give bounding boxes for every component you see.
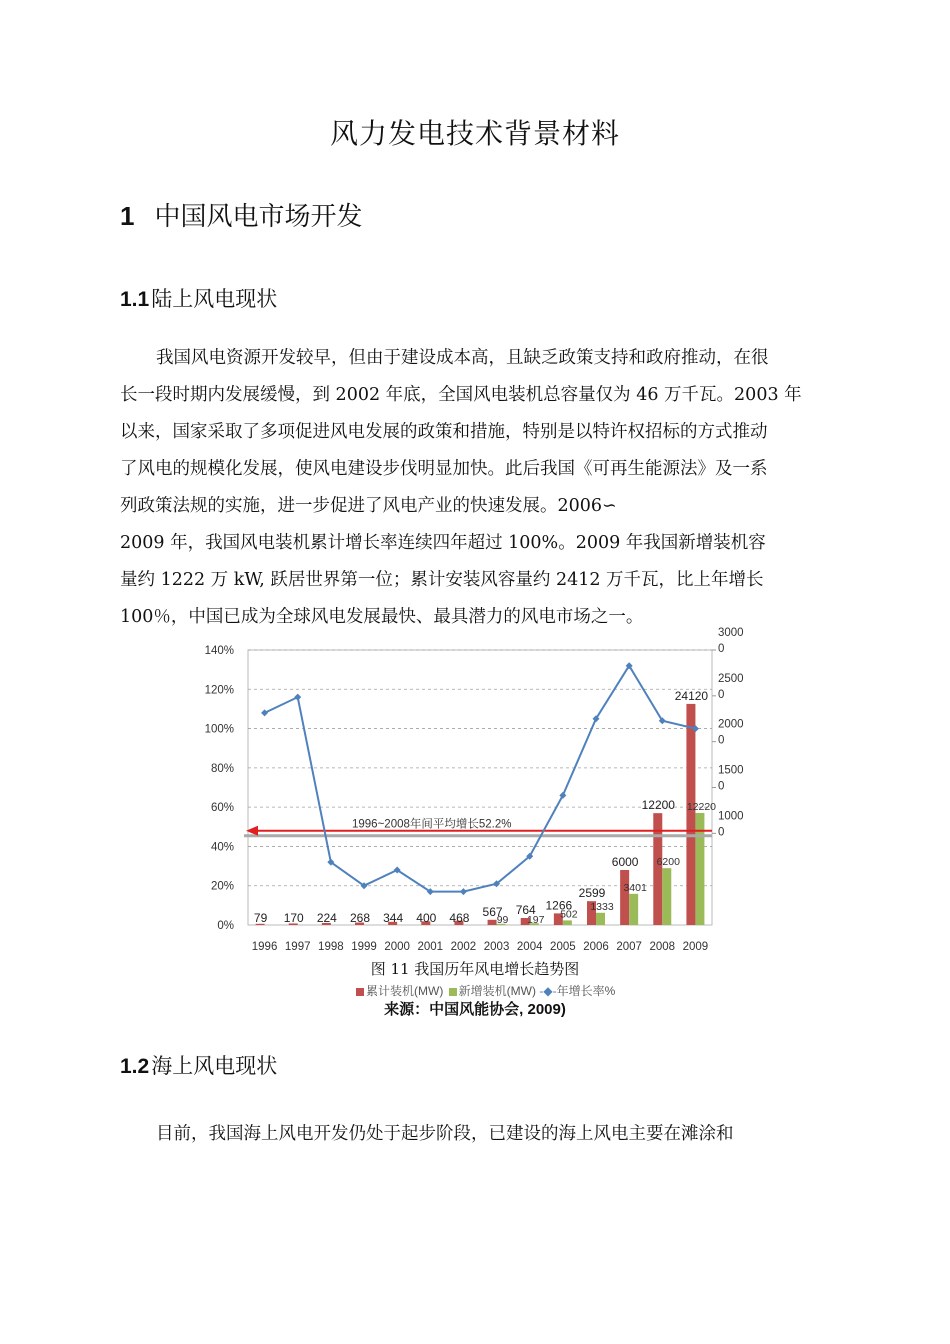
section-1-number: 1 [120,201,135,231]
right-tick-label: 2000 0 [718,718,744,747]
label-cumulative: 764 [515,902,536,917]
left-tick-label: 20% [210,880,234,893]
x-tick-label: 2002 [450,941,477,953]
right-tick-label: 3000 0 [718,627,744,655]
label-new: 99 [496,914,509,926]
bar-new [629,894,638,925]
label-cumulative: 6000 [611,855,639,869]
paragraph-offshore [120,1116,832,1153]
section-1-2-title: 海上风电现状 [151,1054,278,1078]
left-tick-label: 80% [210,762,234,775]
paragraph-line: 量约 1222 万 kW, 跃居世界第一位；累计安装风容量约 2412 万千瓦，比上年增长 [120,570,764,590]
legend-cumulative: 累计装机(MW) [366,984,444,998]
figure-source: 来源：中国风能协会, 2009) [384,1001,566,1018]
x-tick-label: 1998 [318,941,344,953]
label-cumulative: 468 [449,911,470,925]
x-tick-label: 1999 [351,941,377,953]
paragraph-line: 了风电的规模化发展，使风电建设步伐明显加快。此后我国《可再生能源法》及一系 [120,459,768,479]
legend-swatch-growth: -◆- [539,984,557,998]
legend-growth: 年增长率% [556,984,616,998]
section-1-2-heading [120,1050,277,1080]
x-tick-label: 2003 [483,941,510,953]
label-new: 12220 [686,800,717,813]
label-new: 6200 [656,856,680,869]
bar-cumulative [686,704,695,925]
paragraph-line: 长一段时期内发展缓慢，到 2002 年底，全国风电装机总容量仅为 46 万千瓦。2003 年 [120,385,802,405]
legend-swatch-new [449,988,457,996]
label-new: 1333 [590,900,614,913]
x-tick-label: 2007 [616,941,642,953]
x-tick-label: 2008 [649,941,676,953]
bar-cumulative [620,870,629,925]
paragraph-line: 列政策法规的实施，进一步促进了风电产业的快速发展。2006∽ [120,496,617,516]
label-cumulative: 1266 [545,898,573,913]
right-tick-label: 1500 0 [718,764,744,793]
paragraph-onshore [120,340,832,636]
growth-point [460,888,467,895]
reference-label: 1996~2008年间平均增长52.2% [352,818,512,831]
paragraph-line: 2009 年，我国风电装机累计增长率连续四年超过 100%。2009 年我国新增装机容 [120,533,766,553]
section-1-title: 中国风电市场开发 [154,202,363,232]
paragraph-line: 100％，中国已成为全球风电发展最快、最具潜力的风电市场之一。 [120,607,644,627]
x-tick-label: 2001 [417,941,444,953]
label-new: 502 [560,908,578,921]
section-1-1-number: 1.1 [120,288,150,311]
right-tick-label: 2500 0 [718,672,744,701]
x-tick-label: 2004 [516,941,543,953]
chart-legend [354,982,674,998]
growth-point [294,694,301,701]
left-tick-label: 140% [204,645,234,657]
legend-swatch-cumulative [356,988,364,996]
document-title: 风力发电技术背景材料 [329,117,620,150]
left-tick-label: 40% [210,841,234,854]
left-tick-label: 60% [210,802,234,815]
left-tick-label: 0% [217,920,234,932]
label-cumulative: 400 [416,911,437,925]
x-tick-label: 2000 [384,941,410,953]
label-cumulative: 79 [253,911,268,925]
label-cumulative: 344 [383,911,404,925]
x-tick-label: 1996 [251,941,278,953]
bar-cumulative [488,920,497,925]
x-tick-label: 2006 [583,941,609,953]
section-1-1-title: 陆上风电现状 [151,287,278,311]
growth-point [261,709,268,716]
left-tick-label: 100% [204,723,234,736]
paragraph-line: 目前，我国海上风电开发仍处于起步阶段，已建设的海上风电主要在滩涂和 [156,1124,734,1144]
paragraph-line: 我国风电资源开发较早，但由于建设成本高，且缺乏政策支持和政府推动，在很 [156,348,769,368]
x-tick-label: 1997 [284,941,311,953]
label-new: 197 [526,914,545,926]
label-new: 3401 [623,881,647,894]
x-tick-label: 2005 [550,941,576,953]
bar-new [596,913,605,925]
label-cumulative: 170 [283,911,304,925]
figure-caption: 图 11 我国历年风电增长趋势图 [370,960,580,978]
section-1-2-number: 1.2 [120,1055,150,1078]
label-cumulative: 24120 [674,688,709,703]
section-1-1-heading [120,283,277,313]
label-cumulative: 2599 [578,886,606,901]
label-cumulative: 224 [316,911,337,925]
section-1-heading [120,196,362,233]
x-tick-label: 2009 [682,941,709,953]
bar-new [563,920,572,925]
paragraph-line: 以来，国家采取了多项促进风电发展的政策和措施，特别是以特许权招标的方式推动 [120,422,768,442]
wind-growth-chart [190,627,744,960]
label-cumulative: 12200 [641,798,675,813]
bar-new [662,868,671,925]
label-cumulative: 268 [349,911,371,925]
left-tick-label: 120% [204,684,234,697]
label-cumulative: 567 [482,904,503,919]
legend-new: 新增装机(MW) [458,984,536,998]
right-tick-label: 1000 0 [718,810,744,839]
